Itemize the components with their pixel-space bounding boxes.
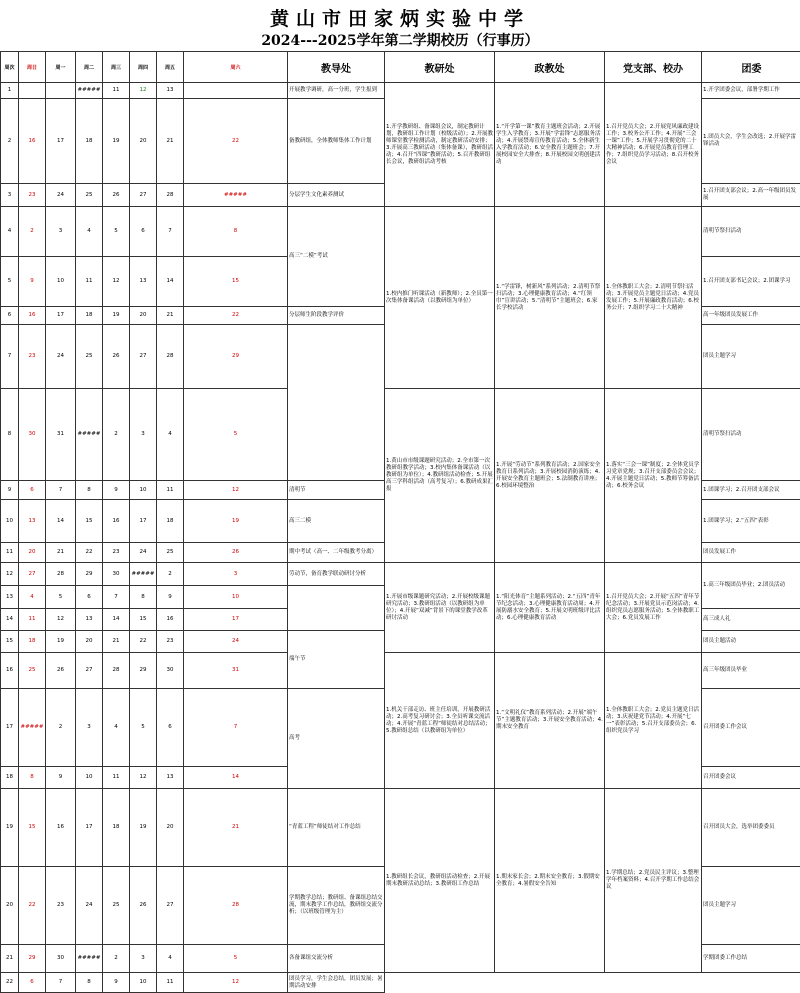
date-cell: 3: [130, 389, 157, 481]
date-cell: 18: [103, 789, 130, 867]
date-cell: 18: [76, 307, 103, 325]
jiaodao-cell: 期中考试（高一、二年级教考分离）: [288, 543, 385, 563]
date-cell: 25: [19, 653, 46, 689]
date-cell: 9: [19, 257, 46, 307]
date-cell: 17: [46, 99, 76, 184]
date-cell: 24: [46, 325, 76, 389]
jiaodao-cell: 清明节: [288, 481, 385, 500]
date-cell: #####: [76, 945, 103, 973]
zhengjiao-cell: 1.开展“劳动节”系列教育活动；2.国家安全教育日系列活动；3.开展校园消防演练；4.开展安全教育主题班会；5.法制教育讲座；6.校园环境整治: [495, 389, 605, 563]
tuanwei-cell: 清明节祭扫活动: [702, 207, 800, 257]
table-row: [1, 973, 800, 993]
week-number: 21: [1, 945, 19, 973]
date-cell: 14: [103, 609, 130, 631]
date-cell: 9: [103, 481, 130, 500]
date-cell: 7: [46, 973, 76, 993]
date-cell: 9: [103, 973, 130, 993]
date-cell: 27: [130, 325, 157, 389]
date-cell: 16: [157, 609, 184, 631]
date-cell: 26: [103, 325, 130, 389]
date-cell: 2: [103, 945, 130, 973]
date-cell: 18: [76, 99, 103, 184]
col-tue-header: 周二: [76, 52, 103, 83]
date-cell: 13: [130, 257, 157, 307]
date-cell: 17: [46, 307, 76, 325]
week-number: 13: [1, 586, 19, 609]
date-cell: 17: [184, 609, 288, 631]
date-cell: 5: [184, 945, 288, 973]
week-number: 8: [1, 389, 19, 481]
date-cell: 27: [130, 184, 157, 207]
date-cell: 12: [130, 83, 157, 99]
date-cell: 25: [76, 184, 103, 207]
date-cell: 11: [103, 83, 130, 99]
date-cell: 16: [19, 307, 46, 325]
date-cell: 5: [130, 689, 157, 767]
dangzhibu-cell: 1.全体教职工大会；2.清明节祭扫活动；3.开展党员主题党日活动；4.党员发展工作；5.开展廉政教育活动；6.校务公开；7.组织学习二十大精神: [605, 207, 702, 389]
date-cell: 13: [19, 500, 46, 543]
week-number: 16: [1, 653, 19, 689]
date-cell: 15: [184, 257, 288, 307]
jiaodao-cell: 分层学生文化素养测试: [288, 184, 385, 207]
date-cell: 24: [76, 867, 103, 945]
col-wed-header: 周三: [103, 52, 130, 83]
date-cell: 18: [157, 500, 184, 543]
date-cell: 22: [19, 867, 46, 945]
jiaoyan-cell: 1.开学教研组、备课组会议，制定教研计划，教研组工作计划（校级活动）；2.开展教师课堂教学检测活动，制定教研活动安排；3.开展高三教研活动（集体备课），教研组活动；4.召开“四课”教研活动；5.召开教研组长会议，教研组活动考核: [385, 83, 495, 207]
week-number: 19: [1, 789, 19, 867]
date-cell: 13: [157, 767, 184, 789]
date-cell: 22: [130, 631, 157, 653]
zhengjiao-cell: 1.期末家长会；2.期末安全教育；3.假期安全教育；4.暑假安全告知: [495, 789, 605, 973]
date-cell: 11: [103, 767, 130, 789]
date-cell: 31: [184, 653, 288, 689]
col-mon-header: 周一: [46, 52, 76, 83]
date-cell: 18: [19, 631, 46, 653]
week-number: 2: [1, 99, 19, 184]
tuanwei-cell: 高三成人礼: [702, 609, 800, 631]
date-cell: 16: [103, 500, 130, 543]
date-cell: 5: [103, 207, 130, 257]
date-cell: 26: [46, 653, 76, 689]
date-cell: 23: [157, 631, 184, 653]
jiaodao-cell: 高考: [288, 689, 385, 789]
date-cell: #####: [76, 389, 103, 481]
date-cell: 15: [130, 609, 157, 631]
date-cell: 8: [19, 767, 46, 789]
date-cell: 3: [76, 689, 103, 767]
date-cell: 5: [46, 586, 76, 609]
date-cell: 27: [76, 653, 103, 689]
date-cell: #####: [184, 184, 288, 207]
date-cell: 3: [184, 563, 288, 586]
tuanwei-cell: 1.团课学习；2.“五四”表彰: [702, 500, 800, 543]
col-thu-header: 周四: [130, 52, 157, 83]
table-row: [1, 563, 800, 586]
week-number: 11: [1, 543, 19, 563]
date-cell: 17: [76, 789, 103, 867]
tuanwei-cell: 1.高三年级团员毕业；2.团员活动: [702, 563, 800, 609]
date-cell: 20: [19, 543, 46, 563]
date-cell: 4: [157, 389, 184, 481]
tuanwei-cell: 团员学习，学生会总结，团员发展；暑期活动安排: [288, 973, 385, 993]
date-cell: 28: [157, 325, 184, 389]
date-cell: 25: [157, 543, 184, 563]
date-cell: 2: [103, 389, 130, 481]
date-cell: 7: [157, 207, 184, 257]
date-cell: 4: [76, 207, 103, 257]
date-cell: 30: [157, 653, 184, 689]
date-cell: 27: [19, 563, 46, 586]
date-cell: 12: [184, 481, 288, 500]
date-cell: 29: [184, 325, 288, 389]
col-sat-header: 周六: [184, 52, 288, 83]
date-cell: 4: [157, 945, 184, 973]
date-cell: 21: [103, 631, 130, 653]
jiaodao-cell: 分层师生阶段教学评价: [288, 307, 385, 325]
tuanwei-cell: 1.召开团支部会议；2.高一年级团员发展: [702, 184, 800, 207]
date-cell: 29: [130, 653, 157, 689]
date-cell: 28: [103, 653, 130, 689]
week-number: 12: [1, 563, 19, 586]
date-cell: 11: [157, 481, 184, 500]
dangzhibu-cell: 1.学期总结；2.党员民主评议；3.整理学年档案资料；4.召开学期工作总结会议: [605, 789, 702, 973]
date-cell: 17: [130, 500, 157, 543]
date-cell: 8: [76, 973, 103, 993]
date-cell: 22: [184, 99, 288, 184]
zhengjiao-cell: 1.“阳光体育”主题系列活动；2.“五四”青年节纪念活动；3.心理健康教育活动周；4.开展防溺水安全教育；5.开展文明班级评比活动；6.心理健康教育活动: [495, 563, 605, 653]
col-tuanwei-header: 团委: [702, 52, 800, 83]
header-row: [1, 52, 800, 83]
table-row: [1, 389, 800, 481]
school-title: 黄山市田家炳实验中学: [0, 4, 800, 31]
date-cell: 20: [130, 99, 157, 184]
week-number: 20: [1, 867, 19, 945]
table-row: [1, 207, 800, 257]
date-cell: 13: [76, 609, 103, 631]
date-cell: 15: [76, 500, 103, 543]
date-cell: 10: [130, 973, 157, 993]
date-cell: 16: [46, 789, 76, 867]
date-cell: 20: [130, 307, 157, 325]
jiaoyan-cell: 1.黄山市市级课题研究活动；2.全市第一次教研组教学活动；3.校内集体备课活动（以教研组为单位）；4.教研组活动检查；5.开展高三学科组活动（高考复习）；6.教研成果汇报: [385, 389, 495, 563]
date-cell: 23: [19, 184, 46, 207]
tuanwei-cell: 召开团员大会，选举团委委员: [702, 789, 800, 867]
date-cell: 27: [157, 867, 184, 945]
date-cell: 6: [157, 689, 184, 767]
dangzhibu-cell: 1.召开党员大会；2.开展“五四”青年节纪念活动；3.开展党员示范岗活动；4.组织党员志愿服务活动；5.全体教职工大会；6.党员发展工作: [605, 563, 702, 653]
date-cell: 12: [130, 767, 157, 789]
date-cell: 26: [184, 543, 288, 563]
week-number: 1: [1, 83, 19, 99]
jiaoyan-cell: 1.机关干部走访、班主任培训，开展教研活动；2.高考复习研讨会；3.全员听课交流活动；4.开展“青蓝工程”师徒结对总结活动；5.教研组总结（以教研组为单位）: [385, 653, 495, 789]
col-fri-header: 周五: [157, 52, 184, 83]
date-cell: 3: [46, 207, 76, 257]
jiaodao-cell: 高三“二模”考试: [288, 207, 385, 307]
zhengjiao-cell: 1.“学雷锋，树新风”系列活动；2.清明节祭扫活动；3.心理健康教育活动；4.“红领巾”宣讲活动；5.“清明节”主题班会；6.家长学校活动: [495, 207, 605, 389]
jiaodao-cell: 学期教学总结；教研组、备课组总结交流，期末教学工作总结，教研组交流分析；（以班级管理为主）: [288, 867, 385, 945]
jiaodao-cell: 开展教学调研，高一分班，学生报到: [288, 83, 385, 99]
jiaoyan-cell: 1.校内推门听课活动（新教师）；2.全员第一次集体备课活动（以教研组为单位）: [385, 207, 495, 389]
date-cell: 10: [130, 481, 157, 500]
date-cell: 28: [157, 184, 184, 207]
date-cell: 11: [19, 609, 46, 631]
date-cell: 13: [157, 83, 184, 99]
tuanwei-cell: 高三年级团员毕业: [702, 653, 800, 689]
date-cell: #####: [19, 689, 46, 767]
col-jiaodao-header: 教导处: [288, 52, 385, 83]
jiaodao-cell: 劳动节，备育教学联动研讨分析: [288, 563, 385, 586]
table-row: [1, 83, 800, 99]
col-week-header: 周次: [1, 52, 19, 83]
date-cell: 24: [46, 184, 76, 207]
date-cell: 23: [103, 543, 130, 563]
date-cell: 4: [19, 586, 46, 609]
date-cell: 10: [76, 767, 103, 789]
tuanwei-cell: 1.开学团委会议，部署学期工作: [702, 83, 800, 99]
jiaodao-cell: “青蓝工程”师徒结对工作总结: [288, 789, 385, 867]
jiaodao-cell: 各备课组交流分析: [288, 945, 385, 973]
date-cell: 11: [76, 257, 103, 307]
date-cell: 30: [46, 945, 76, 973]
week-number: 17: [1, 689, 19, 767]
date-cell: 7: [46, 481, 76, 500]
date-cell: 12: [46, 609, 76, 631]
date-cell: 2: [46, 689, 76, 767]
date-cell: 6: [76, 586, 103, 609]
date-cell: 7: [103, 586, 130, 609]
date-cell: 21: [184, 789, 288, 867]
date-cell: 22: [76, 543, 103, 563]
week-number: 10: [1, 500, 19, 543]
date-cell: 14: [46, 500, 76, 543]
week-number: 18: [1, 767, 19, 789]
date-cell: 2: [157, 563, 184, 586]
jiaodao-cell: 端午节: [288, 631, 385, 689]
col-jiaoyan-header: 教研处: [385, 52, 495, 83]
date-cell: 22: [184, 307, 288, 325]
school-calendar-table: [0, 51, 800, 993]
week-number: 5: [1, 257, 19, 307]
tuanwei-cell: 团员主题学习: [702, 325, 800, 389]
tuanwei-cell: 团员主题活动: [702, 631, 800, 653]
date-cell: 15: [19, 789, 46, 867]
week-number: 22: [1, 973, 19, 993]
date-cell: 29: [76, 563, 103, 586]
tuanwei-cell: 清明节祭扫活动: [702, 389, 800, 481]
jiaodao-cell: [288, 325, 385, 481]
date-cell: [19, 83, 46, 99]
date-cell: 11: [157, 973, 184, 993]
table-row: [1, 653, 800, 689]
week-number: 14: [1, 609, 19, 631]
date-cell: 7: [184, 689, 288, 767]
date-cell: #####: [76, 83, 103, 99]
week-number: 6: [1, 307, 19, 325]
tuanwei-cell: 团员发展工作: [702, 543, 800, 563]
dangzhibu-cell: 1.全体教职工大会；2.党员主题党日活动；3.庆祝建党节活动；4.开展“七一”表彰活动；5.召开支部委员会；6.组织党员学习: [605, 653, 702, 789]
calendar-subtitle: 2024---2025学年第二学期校历（行事历）: [0, 30, 800, 50]
jiaodao-cell: [288, 586, 385, 631]
tuanwei-cell: 学期团委工作总结: [702, 945, 800, 973]
date-cell: 25: [103, 867, 130, 945]
date-cell: 19: [103, 99, 130, 184]
date-cell: 20: [157, 789, 184, 867]
date-cell: 28: [184, 867, 288, 945]
date-cell: 4: [103, 689, 130, 767]
date-cell: 21: [157, 307, 184, 325]
date-cell: 9: [157, 586, 184, 609]
date-cell: 19: [103, 307, 130, 325]
dangzhibu-cell: 1.召开党员大会；2.开展党风廉政建设工作；3.校务公开工作；4.开展“三会一课”工作；5.开展学习贯彻党的二十大精神活动；6.开展党员教育管理工作；7.组织党员学习活动；8.召开校务会议: [605, 83, 702, 207]
date-cell: 20: [76, 631, 103, 653]
date-cell: 12: [103, 257, 130, 307]
jiaoyan-cell: 1.开展市级课题研究活动；2.开展校级课题研究活动；3.教研组活动（以教研组为单位）；4.开展“双减”背景下的课堂教学改革研讨活动: [385, 563, 495, 653]
date-cell: 30: [103, 563, 130, 586]
date-cell: 2: [19, 207, 46, 257]
date-cell: 6: [19, 481, 46, 500]
week-number: 15: [1, 631, 19, 653]
date-cell: 8: [76, 481, 103, 500]
tuanwei-cell: 召开团委会议: [702, 767, 800, 789]
date-cell: [184, 83, 288, 99]
tuanwei-cell: 1.召开团支部书记会议；2.团课学习: [702, 257, 800, 307]
week-number: 9: [1, 481, 19, 500]
date-cell: 23: [19, 325, 46, 389]
date-cell: 9: [46, 767, 76, 789]
tuanwei-cell: 高一年级团员发展工作: [702, 307, 800, 325]
tuanwei-cell: 1.团员大会，学生会改选；2.开展学雷锋活动: [702, 99, 800, 184]
date-cell: 6: [130, 207, 157, 257]
date-cell: 10: [46, 257, 76, 307]
zhengjiao-cell: 1.“开学第一课”教育主题班会活动；2.开展学生入学教育；3.开展“学雷锋”志愿服务活动；4.开展禁毒宣传教育活动；5.全体新生入学教育活动；6.安全教育主题班会；7.开展校园安全大排查；8.开展校园文明创建活动: [495, 83, 605, 207]
date-cell: 28: [46, 563, 76, 586]
week-number: 7: [1, 325, 19, 389]
date-cell: 14: [157, 257, 184, 307]
date-cell: 24: [130, 543, 157, 563]
week-number: 4: [1, 207, 19, 257]
tuanwei-cell: 团员主题学习: [702, 867, 800, 945]
date-cell: 21: [157, 99, 184, 184]
date-cell: 19: [184, 500, 288, 543]
date-cell: 31: [46, 389, 76, 481]
jiaoyan-cell: 1.教研组长会议，教研组活动检查；2.开展期末教研活动总结；3.教研组工作总结: [385, 789, 495, 973]
col-dangzhibu-header: 党支部、校办: [605, 52, 702, 83]
date-cell: 23: [46, 867, 76, 945]
zhengjiao-cell: 1.“文明礼仪”教育系列活动；2.开展“端午节”主题教育活动；3.开展安全教育活动；4.期末安全教育: [495, 653, 605, 789]
date-cell: #####: [130, 563, 157, 586]
tuanwei-cell: 召开团委工作会议: [702, 689, 800, 767]
date-cell: 12: [184, 973, 288, 993]
date-cell: 24: [184, 631, 288, 653]
date-cell: 26: [130, 867, 157, 945]
date-cell: 8: [130, 586, 157, 609]
date-cell: 5: [184, 389, 288, 481]
date-cell: 19: [46, 631, 76, 653]
jiaodao-cell: 备教研组，全体教师集体工作计划: [288, 99, 385, 184]
date-cell: 21: [46, 543, 76, 563]
jiaodao-cell: 高三二模: [288, 500, 385, 543]
dangzhibu-cell: 1.落实“三会一课”制度；2.全体党员学习党章党规；3.召开支部委员会会议；4.开展主题党日活动；5.教师节筹备活动；6.校务会议: [605, 389, 702, 563]
col-zhengjiao-header: 政教处: [495, 52, 605, 83]
date-cell: 8: [184, 207, 288, 257]
tuanwei-cell: 1.团课学习；2.召开团支部会议: [702, 481, 800, 500]
date-cell: 3: [130, 945, 157, 973]
col-sun-header: 周日: [19, 52, 46, 83]
date-cell: [46, 83, 76, 99]
date-cell: 25: [76, 325, 103, 389]
date-cell: 30: [19, 389, 46, 481]
date-cell: 16: [19, 99, 46, 184]
week-number: 3: [1, 184, 19, 207]
date-cell: 29: [19, 945, 46, 973]
date-cell: 14: [184, 767, 288, 789]
table-row: [1, 789, 800, 867]
date-cell: 10: [184, 586, 288, 609]
date-cell: 6: [19, 973, 46, 993]
date-cell: 19: [130, 789, 157, 867]
date-cell: 26: [103, 184, 130, 207]
